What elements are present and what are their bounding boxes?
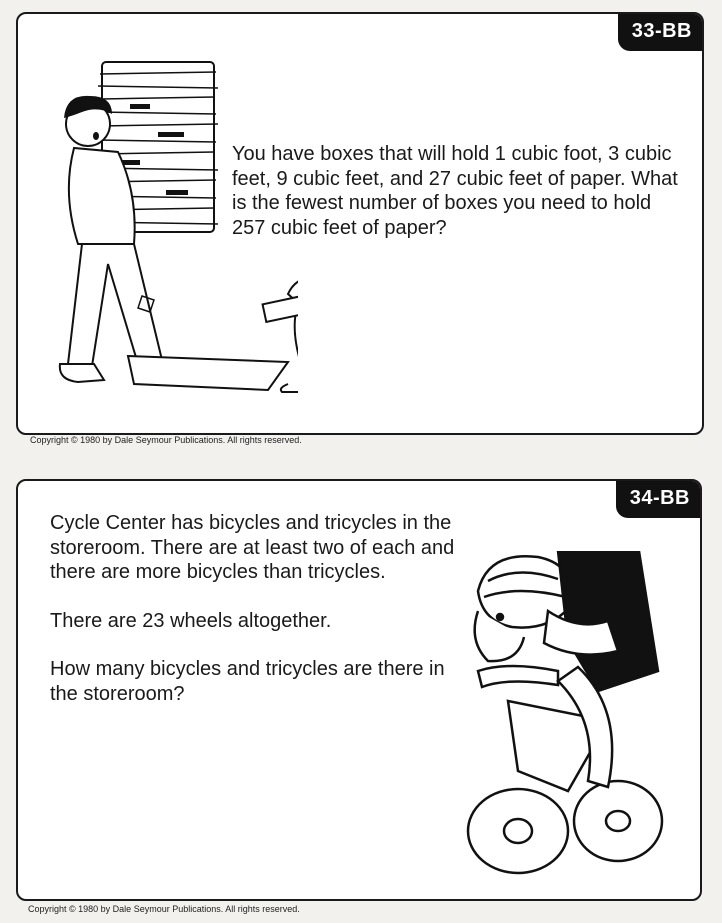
copyright-notice: Copyright © 1980 by Dale Seymour Publications. All rights reserved. [30,435,302,445]
card-number-badge: 33-BB [618,12,704,51]
task-card-34-bb [16,479,702,901]
problem-text [232,142,682,264]
copyright-notice: Copyright © 1980 by Dale Seymour Publications. All rights reserved. [28,904,300,914]
problem-paragraph: How many bicycles and tricycles are there in the storeroom? [50,658,445,705]
problem-paragraph: There are 23 wheels altogether. [50,609,332,632]
card-number-badge: 34-BB [616,479,702,518]
problem-text [50,511,470,730]
dog-bicycle-illustration [448,551,688,881]
task-card-33-bb [16,12,704,435]
problem-paragraph: You have boxes that will hold 1 cubic foot, 3 cubic feet, 9 cubic feet, and 27 cubic feet of paper. What is the fewest number of boxes you need to hold 257 cubic feet of paper? [232,143,678,239]
problem-paragraph: Cycle Center has bicycles and tricycles in the storeroom. There are at least two of each and there are more bicycles than tricycles. [50,512,455,583]
